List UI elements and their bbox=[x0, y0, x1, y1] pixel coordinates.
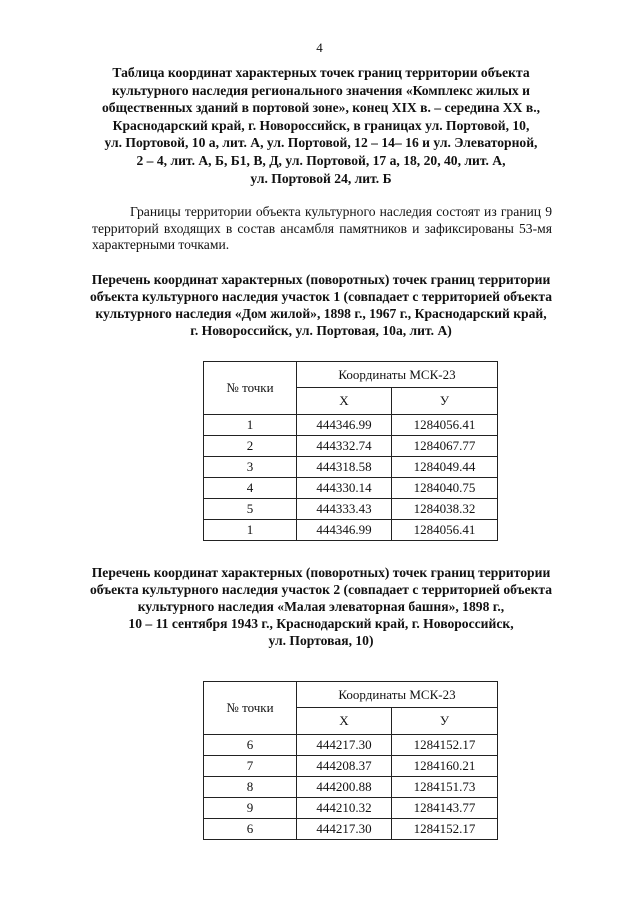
y-value: 1284151.73 bbox=[392, 777, 498, 798]
col-point-header: № точки bbox=[204, 362, 297, 415]
document-title bbox=[86, 64, 556, 187]
section-1-heading bbox=[86, 271, 556, 339]
table-row bbox=[204, 436, 498, 457]
y-value: 1284160.21 bbox=[392, 756, 498, 777]
point-number: 2 bbox=[204, 436, 297, 457]
x-value: 444346.99 bbox=[297, 415, 392, 436]
point-number: 9 bbox=[204, 798, 297, 819]
col-coordinates-header: Координаты МСК-23 bbox=[297, 362, 498, 388]
point-number: 8 bbox=[204, 777, 297, 798]
col-coordinates-header: Координаты МСК-23 bbox=[297, 682, 498, 708]
y-value: 1284152.17 bbox=[392, 819, 498, 840]
intro-paragraph bbox=[92, 204, 552, 254]
x-value: 444333.43 bbox=[297, 499, 392, 520]
x-value: 444346.99 bbox=[297, 520, 392, 541]
heading-line: культурного наследия «Дом жилой», 1898 г., 1967 г., Краснодарский край, bbox=[95, 306, 547, 321]
x-value: 444210.32 bbox=[297, 798, 392, 819]
x-value: 444208.37 bbox=[297, 756, 392, 777]
x-value: 444217.30 bbox=[297, 735, 392, 756]
section-2-heading bbox=[86, 564, 556, 649]
point-number: 1 bbox=[204, 415, 297, 436]
point-number: 4 bbox=[204, 478, 297, 499]
table-row bbox=[204, 777, 498, 798]
table-row bbox=[204, 415, 498, 436]
coordinates-table-2 bbox=[203, 681, 498, 840]
y-value: 1284067.77 bbox=[392, 436, 498, 457]
table-row bbox=[204, 735, 498, 756]
title-line: общественных зданий в портовой зоне», конец XIX в. – середина XX в., bbox=[102, 100, 540, 116]
y-value: 1284049.44 bbox=[392, 457, 498, 478]
heading-line: объекта культурного наследия участок 1 (совпадает с территорией объекта bbox=[89, 289, 553, 304]
page-number: 4 bbox=[316, 40, 323, 55]
coordinates-table-1 bbox=[203, 361, 498, 541]
title-line: 2 – 4, лит. А, Б, Б1, В, Д, ул. Портовой, 17 а, 18, 20, 40, лит. А, bbox=[136, 152, 506, 168]
x-value: 444332.74 bbox=[297, 436, 392, 457]
intro-line: территорий входящих в состав ансамбля памятников и зафиксированы 53-мя bbox=[92, 220, 552, 236]
col-y-header: У bbox=[392, 708, 498, 735]
table-row bbox=[204, 756, 498, 777]
heading-line: Перечень координат характерных (поворотных) точек границ территории bbox=[91, 272, 551, 287]
table-row bbox=[204, 478, 498, 499]
table-row bbox=[204, 520, 498, 541]
point-number: 6 bbox=[204, 819, 297, 840]
y-value: 1284152.17 bbox=[392, 735, 498, 756]
col-y-header: У bbox=[392, 388, 498, 415]
title-line: культурного наследия регионального значения «Комплекс жилых и bbox=[112, 82, 530, 98]
x-value: 444318.58 bbox=[297, 457, 392, 478]
table-row bbox=[204, 798, 498, 819]
heading-line: Перечень координат характерных (поворотных) точек границ территории bbox=[91, 565, 551, 580]
title-line: Таблица координат характерных точек границ территории объекта bbox=[112, 65, 530, 80]
table-row bbox=[204, 819, 498, 840]
x-value: 444200.88 bbox=[297, 777, 392, 798]
intro-line: характерными точками. bbox=[92, 237, 230, 252]
title-line: ул. Портовой 24, лит. Б bbox=[250, 170, 392, 186]
table-row bbox=[204, 499, 498, 520]
y-value: 1284056.41 bbox=[392, 520, 498, 541]
title-line: ул. Портовой, 10 а, лит. А, ул. Портовой, 12 – 14– 16 и ул. Элеваторной, bbox=[104, 135, 538, 151]
col-point-header: № точки bbox=[204, 682, 297, 735]
heading-line: ул. Портовая, 10) bbox=[268, 633, 374, 648]
y-value: 1284056.41 bbox=[392, 415, 498, 436]
point-number: 7 bbox=[204, 756, 297, 777]
point-number: 1 bbox=[204, 520, 297, 541]
point-number: 5 bbox=[204, 499, 297, 520]
y-value: 1284143.77 bbox=[392, 798, 498, 819]
col-x-header: Х bbox=[297, 708, 392, 735]
heading-line: культурного наследия «Малая элеваторная башня», 1898 г., bbox=[137, 599, 505, 614]
heading-line: 10 – 11 сентября 1943 г., Краснодарский край, г. Новороссийск, bbox=[128, 616, 514, 631]
col-x-header: Х bbox=[297, 388, 392, 415]
heading-line: г. Новороссийск, ул. Портовая, 10а, лит. А) bbox=[190, 323, 452, 338]
x-value: 444330.14 bbox=[297, 478, 392, 499]
y-value: 1284038.32 bbox=[392, 499, 498, 520]
intro-line: Границы территории объекта культурного наследия состоят из границ 9 bbox=[130, 204, 552, 219]
y-value: 1284040.75 bbox=[392, 478, 498, 499]
point-number: 3 bbox=[204, 457, 297, 478]
x-value: 444217.30 bbox=[297, 819, 392, 840]
point-number: 6 bbox=[204, 735, 297, 756]
table-row bbox=[204, 457, 498, 478]
title-line: Краснодарский край, г. Новороссийск, в границах ул. Портовой, 10, bbox=[112, 117, 530, 133]
heading-line: объекта культурного наследия участок 2 (совпадает с территорией объекта bbox=[89, 582, 553, 597]
